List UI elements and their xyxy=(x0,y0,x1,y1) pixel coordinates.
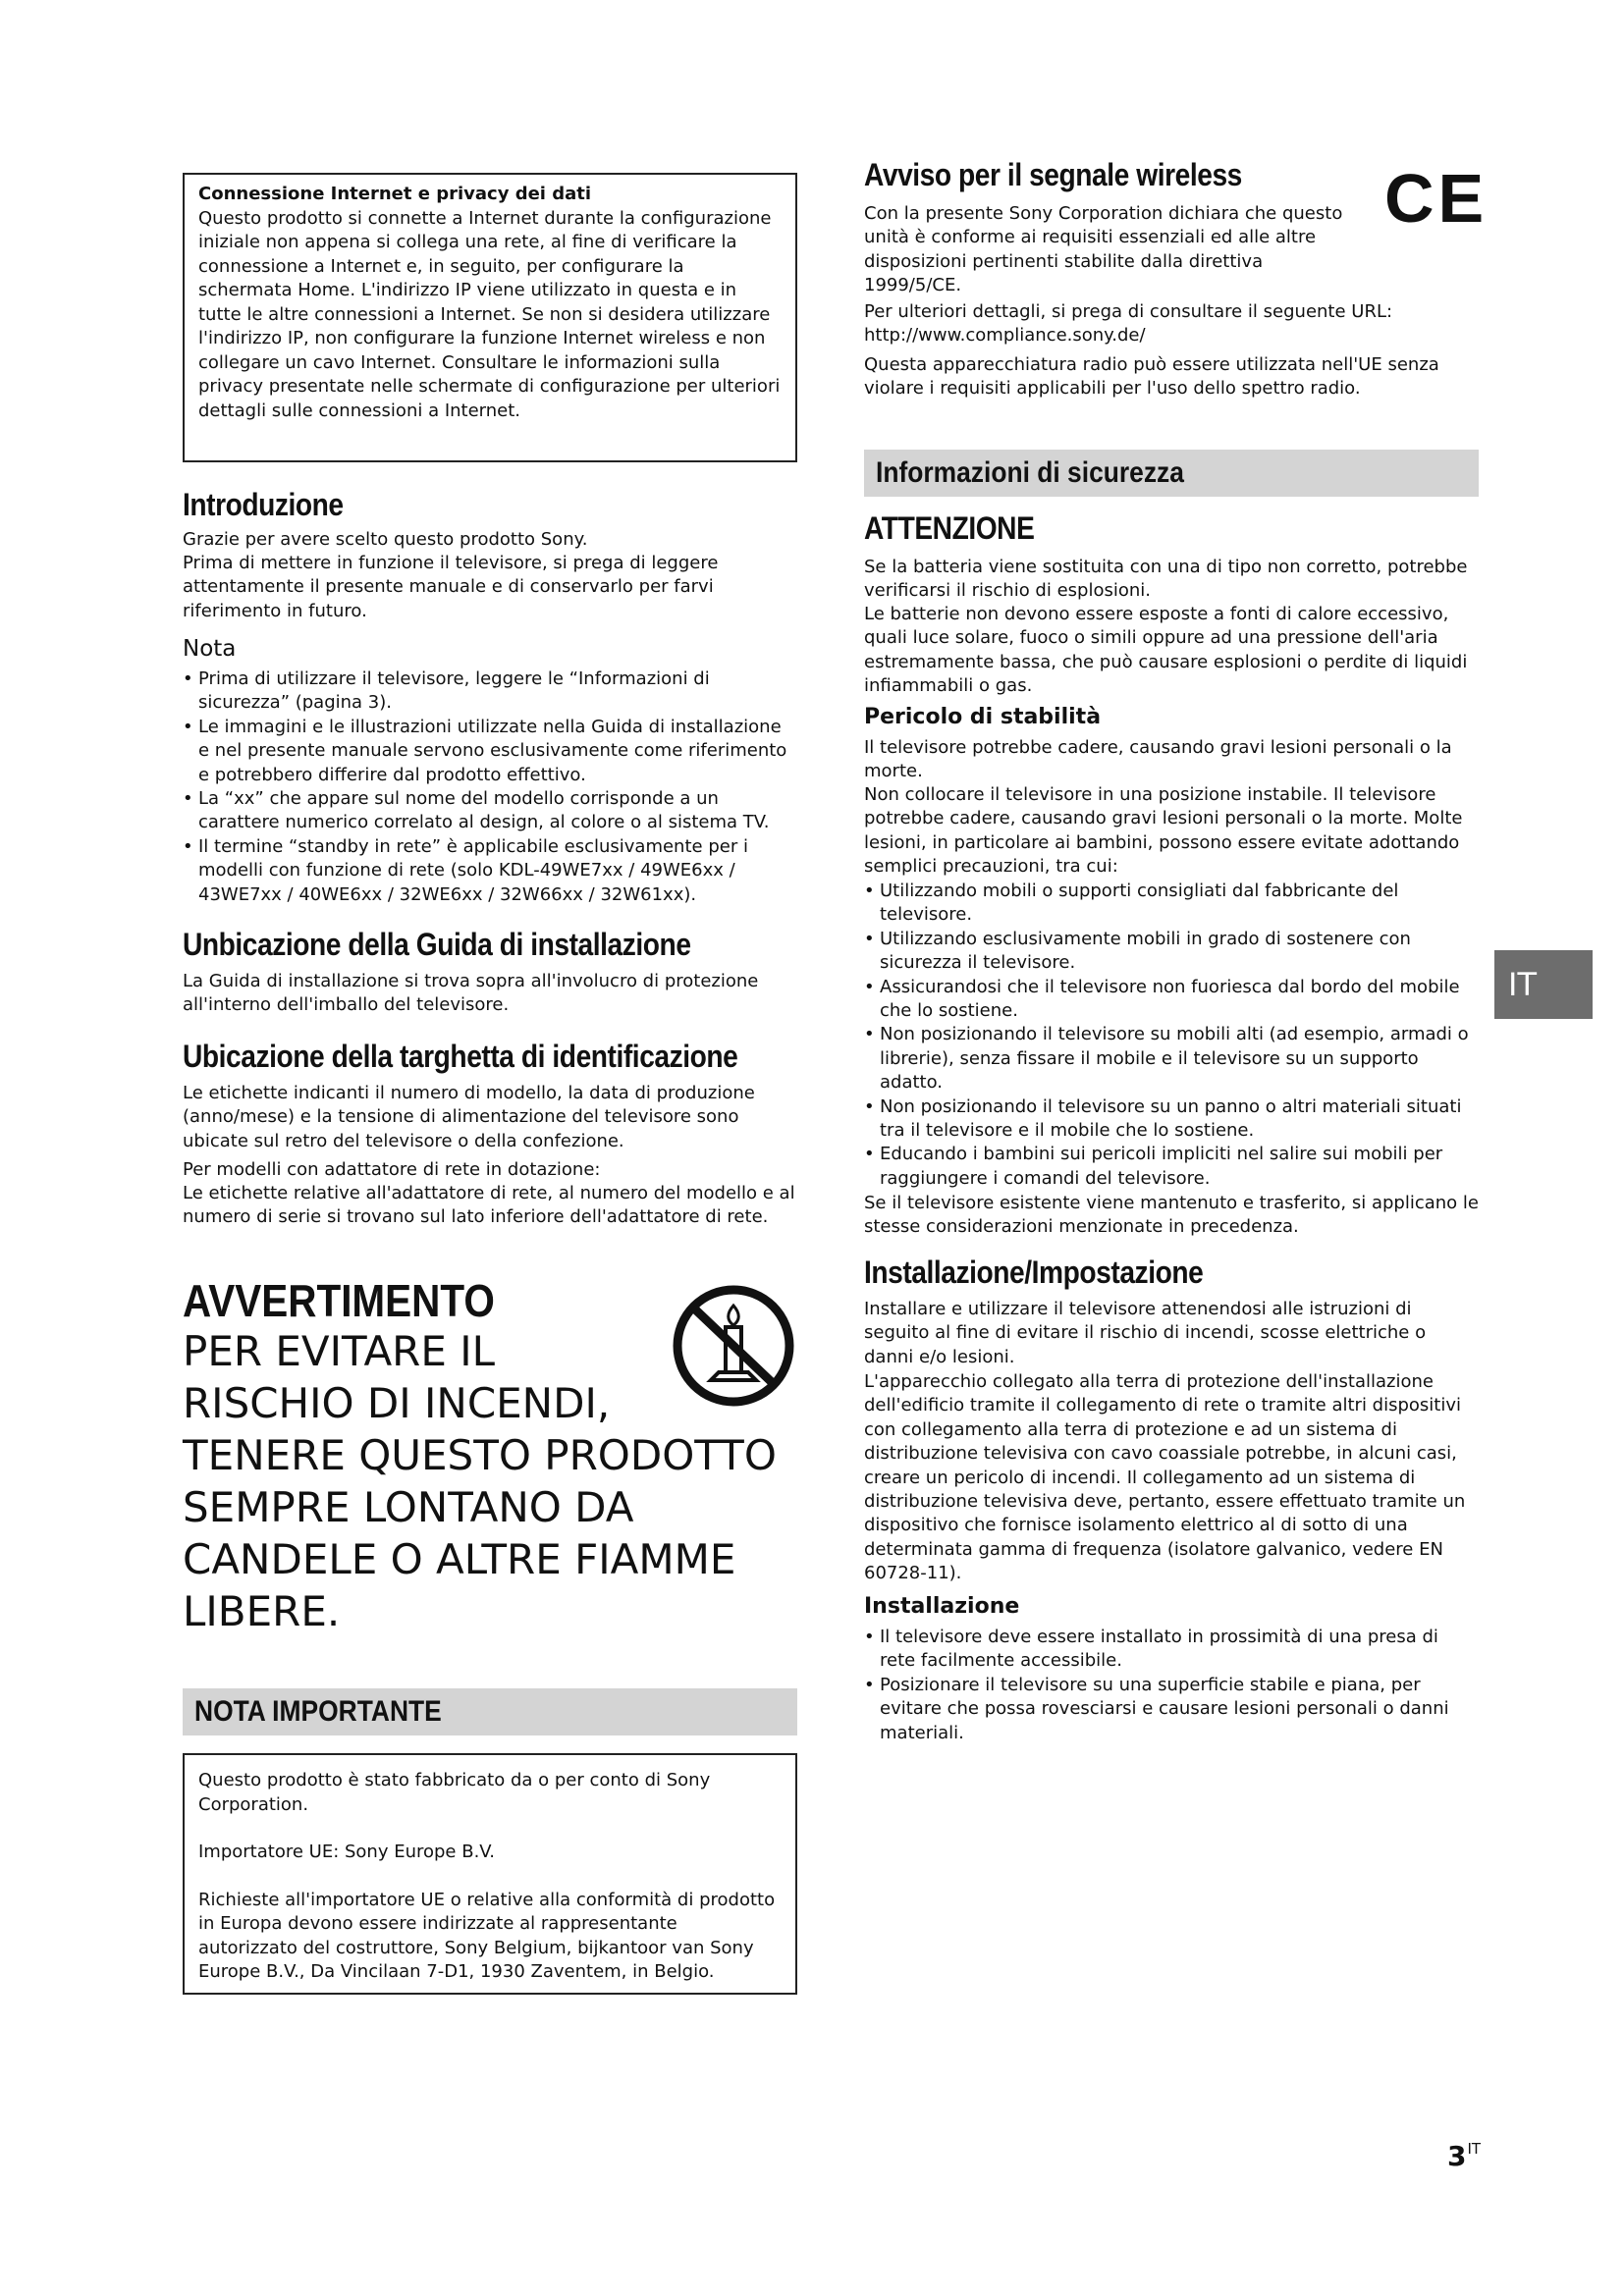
caution-p2: Le batterie non devono essere esposte a fonti di calore eccessivo, quali luce solare, fuoco o simili oppure ad una pressione dell'aria estremamente bassa, che può causare esplosioni o perdite di liquidi infiammabili o gas. xyxy=(864,604,1468,697)
warning-line: CANDELE O ALTRE FIAMME xyxy=(183,1535,736,1583)
install-p2: L'apparecchio collegato alla terra di protezione dell'installazione dell'edificio tramite il collegamento di rete o tramite altri dispositivi con collegamento alla terra di protezione e ad un sistema di distribuzione televisiva con cavo coassiale potrebbe, in alcuni casi, creare un pericolo di incendi. Il collegamento ad un sistema di distribuzione televisiva deve, pertanto, essere effettuato tramite un dispositivo che fornisce isolamento elettrico al di sotto di una determinata gamma di frequenza (isolatore galvanico, vedere EN 60728-11). xyxy=(864,1371,1466,1584)
label-location-p1: Le etichette indicanti il numero di modello, la data di produzione (anno/mese) e la tensione di alimentazione del televisore sono ubicate sul retro del televisore o della confezione. xyxy=(183,1083,755,1151)
note-item: • Prima di utilizzare il televisore, leggere le “Informazioni di sicurezza” (pagina 3). xyxy=(183,667,797,716)
safety-heading: Informazioni di sicurezza xyxy=(876,456,1184,489)
stability-heading: Pericolo di stabilità xyxy=(864,705,1102,729)
importer-box xyxy=(183,1753,797,1995)
stability-item: • Utilizzando esclusivamente mobili in grado di sostenere con sicurezza il televisore. xyxy=(864,928,1479,976)
stability-p2: Non collocare il televisore in una posizione instabile. Il televisore potrebbe cadere, causando gravi lesioni personali o la morte. Molte lesioni, in particolare ai bambini, possono essere evitate adottando semplici precauzioni, tra cui: xyxy=(864,784,1463,878)
importer-p3: Richieste all'importatore UE o relative alla conformità di prodotto in Europa devono essere indirizzate al rappresentante autorizzato del costruttore, Sony Belgium, bijkantoor van Sony Europe B.V., Da Vincilaan 7-D1, 1930 Zaventem, in Belgio. xyxy=(198,1889,776,1982)
stability-p1: Il televisore potrebbe cadere, causando gravi lesioni personali o la morte. xyxy=(864,737,1452,782)
caution-heading: ATTENZIONE xyxy=(864,510,1035,546)
install-list xyxy=(864,1626,1479,1745)
warning-heading: AVVERTIMENTO xyxy=(183,1275,495,1326)
stability-item: • Utilizzando mobili o supporti consigliati dal fabbricante del televisore. xyxy=(864,880,1479,928)
stability-item: • Assicurandosi che il televisore non fuoriesca dal bordo del mobile che lo sostiene. xyxy=(864,976,1479,1024)
warning-line: SEMPRE LONTANO DA xyxy=(183,1483,634,1531)
note-item: • Le immagini e le illustrazioni utilizzate nella Guida di installazione e nel presente manuale servono esclusivamente come riferimento e potrebbero differire dal prodotto effettivo. xyxy=(183,716,797,787)
install-heading: Installazione/Impostazione xyxy=(864,1255,1204,1290)
wireless-p2: Per ulteriori dettagli, si prega di consultare il seguente URL: http://www.compliance.sony.de/ xyxy=(864,301,1393,347)
wireless-heading: Avviso per il segnale wireless xyxy=(864,157,1242,192)
intro-heading: Introduzione xyxy=(183,487,344,522)
install-sub-heading: Installazione xyxy=(864,1594,1020,1619)
install-p1: Installare e utilizzare il televisore attenendosi alle istruzioni di seguito al fine di evitare il rischio di incendi, scosse elettriche o danni e/o lesioni. xyxy=(864,1299,1427,1367)
warning-line: RISCHIO DI INCENDI, xyxy=(183,1379,611,1427)
note-list xyxy=(183,667,797,907)
warning-line: LIBERE. xyxy=(183,1587,341,1635)
stability-list xyxy=(864,880,1479,1191)
install-item: • Il televisore deve essere installato in prossimità di una presa di rete facilmente accessibile. xyxy=(864,1626,1479,1674)
wireless-p3: Questa apparecchiatura radio può essere utilizzata nell'UE senza violare i requisiti applicabili per l'uso dello spettro radio. xyxy=(864,354,1439,400)
importer-p2: Importatore UE: Sony Europe B.V. xyxy=(198,1842,496,1862)
wireless-p1: Con la presente Sony Corporation dichiara che questo unità è conforme ai requisiti essenziali ed alle altre disposizioni pertinenti stabilite dalla direttiva 1999/5/CE. xyxy=(864,203,1343,296)
privacy-text: Questo prodotto si connette a Internet durante la configurazione iniziale non appena si collega una rete, al fine di verificare la connessione a Internet e, in seguito, per configurare la schermata Home. L'indirizzo IP viene utilizzato in questa e in tutte le altre connessioni a Internet. Se non si desidera utilizzare l'indirizzo IP, non configurare la funzione Internet wireless e non collegare un cavo Internet. Consultare le informazioni sulla privacy presentate nelle schermate di configurazione per ulteriori dettagli sulle connessioni a Internet. xyxy=(198,207,781,421)
label-location-p2: Per modelli con adattatore di rete in dotazione: xyxy=(183,1159,601,1180)
install-item: • Posizionare il televisore su una superficie stabile e piana, per evitare che possa rovesciarsi e causare lesioni personali o danni materiali. xyxy=(864,1674,1479,1745)
note-heading: Nota xyxy=(183,636,237,662)
guide-location-heading: Unbicazione della Guida di installazione xyxy=(183,927,691,962)
privacy-title: Connessione Internet e privacy dei dati xyxy=(198,184,592,204)
safety-bar xyxy=(864,450,1479,497)
no-candle-icon xyxy=(672,1284,795,1408)
stability-p3: Se il televisore esistente viene mantenuto e trasferito, si applicano le stesse considerazioni menzionate in precedenza. xyxy=(864,1193,1479,1238)
language-tab: IT xyxy=(1494,950,1593,1019)
stability-item: • Non posizionando il televisore su mobili alti (ad esempio, armadi o librerie), senza fissare il mobile e il televisore su un supporto adatto. xyxy=(864,1023,1479,1095)
caution-p1: Se la batteria viene sostituita con una di tipo non corretto, potrebbe verificarsi il rischio di esplosioni. xyxy=(864,557,1468,602)
page-number xyxy=(1447,2140,1481,2172)
label-location-p3: Le etichette relative all'adattatore di rete, al numero del modello e al numero di serie si trovano sul lato inferiore dell'adattatore di rete. xyxy=(183,1183,795,1228)
stability-item: • Educando i bambini sui pericoli impliciti nel salire sui mobili per raggiungere i comandi del televisore. xyxy=(864,1143,1479,1191)
note-item: • La “xx” che appare sul nome del modello corrisponde a un carattere numerico correlato al design, al colore o al sistema TV. xyxy=(183,787,797,835)
privacy-box xyxy=(183,173,797,462)
ce-mark: CE xyxy=(1384,160,1489,237)
intro-p2: Prima di mettere in funzione il televisore, si prega di leggere attentamente il presente manuale e di conservarlo per farvi riferimento in futuro. xyxy=(183,553,719,621)
important-note-bar xyxy=(183,1688,797,1735)
page-number-suffix: IT xyxy=(1467,2140,1482,2158)
page-number-value: 3 xyxy=(1447,2140,1467,2172)
label-location-heading: Ubicazione della targhetta di identificazione xyxy=(183,1039,738,1074)
importer-p1: Questo prodotto è stato fabbricato da o per conto di Sony Corporation. xyxy=(198,1770,711,1815)
note-item: • Il termine “standby in rete” è applicabile esclusivamente per i modelli con funzione di rete (solo KDL-49WE7xx / 49WE6xx / 43WE7xx / 40WE6xx / 32WE6xx / 32W66xx / 32W61xx). xyxy=(183,835,797,907)
warning-line: TENERE QUESTO PRODOTTO xyxy=(183,1431,777,1479)
warning-line: PER EVITARE IL xyxy=(183,1327,496,1375)
guide-location-text: La Guida di installazione si trova sopra all'involucro di protezione all'interno dell'imballo del televisore. xyxy=(183,971,759,1016)
stability-item: • Non posizionando il televisore su un panno o altri materiali situati tra il televisore e il mobile che lo sostiene. xyxy=(864,1095,1479,1144)
important-note-heading: NOTA IMPORTANTE xyxy=(194,1695,442,1728)
intro-p1: Grazie per avere scelto questo prodotto Sony. xyxy=(183,529,588,550)
